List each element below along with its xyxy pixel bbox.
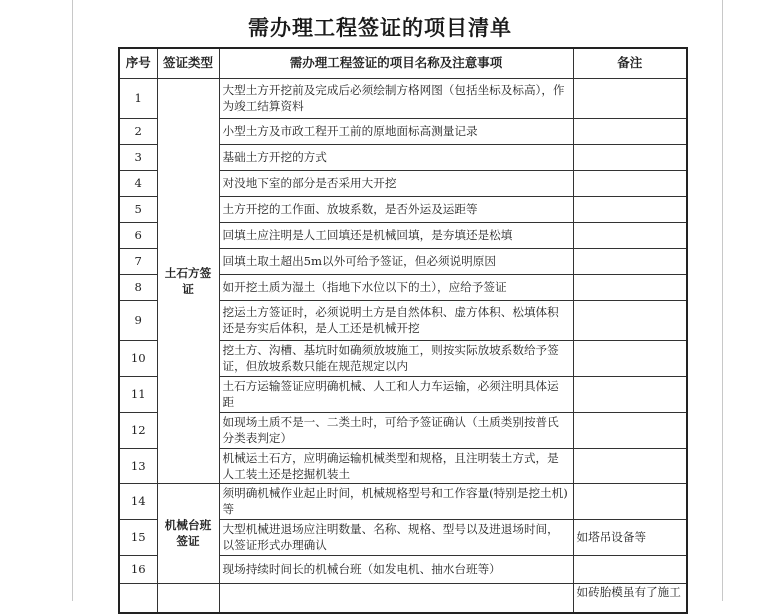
category-label-line: 证 (182, 281, 194, 296)
note-cell (573, 248, 687, 274)
note-cell (573, 196, 687, 222)
page-left-edge (72, 0, 73, 601)
item-text: 现场持续时间长的机械台班（如发电机、抽水台班等） (219, 555, 573, 583)
item-text: 机械运土石方，应明确运输机械类型和规格，且注明装土方式，是人工装土还是挖掘机装土 (219, 448, 573, 483)
visa-items-table (118, 47, 688, 614)
note-cell (573, 340, 687, 376)
row-number: 1 (119, 78, 157, 118)
note-cell (573, 483, 687, 519)
note-cell (573, 78, 687, 118)
note-cell (573, 412, 687, 448)
header-item: 需办理工程签证的项目名称及注意事项 (219, 48, 573, 78)
category-label-line: 签证 (176, 534, 200, 548)
item-text: 小型土方及市政工程开工前的原地面标高测量记录 (219, 118, 573, 144)
note-cell (573, 118, 687, 144)
note-cell (573, 555, 687, 583)
item-text: 对没地下室的部分是否采用大开挖 (219, 170, 573, 196)
row-number: 3 (119, 144, 157, 170)
item-text: 须明确机械作业起止时间，机械规格型号和工作容量(特别是挖土机)等 (219, 483, 573, 519)
category-cell-empty (157, 583, 219, 613)
row-number: 4 (119, 170, 157, 196)
table-row (119, 583, 687, 613)
row-number: 6 (119, 222, 157, 248)
item-text: 如现场土质不是一、二类土时，可给予签证确认（土质类别按普氏分类表判定） (219, 412, 573, 448)
item-text: 土石方运输签证应明确机械、人工和人力车运输，必须注明具体运距 (219, 376, 573, 412)
row-number: 15 (119, 519, 157, 555)
page-right-edge (722, 0, 723, 601)
row-number: 11 (119, 376, 157, 412)
row-number: 13 (119, 448, 157, 483)
header-type: 签证类型 (157, 48, 219, 78)
note-cell (573, 448, 687, 483)
item-text: 基础土方开挖的方式 (219, 144, 573, 170)
row-number: 2 (119, 118, 157, 144)
row-number: 16 (119, 555, 157, 583)
category-earthwork-visa (157, 78, 219, 483)
item-text: 回填土应注明是人工回填还是机械回填，是夯填还是松填 (219, 222, 573, 248)
item-text: 挖运土方签证时，必须说明土方是自然体积、虚方体积、松填体积还是夯实后体积，是人工还是机械开挖 (219, 300, 573, 340)
row-number: 7 (119, 248, 157, 274)
item-text (219, 583, 573, 613)
row-number: 8 (119, 274, 157, 300)
row-number (119, 583, 157, 613)
item-text: 土方开挖的工作面、放坡系数，是否外运及运距等 (219, 196, 573, 222)
item-text: 回填土取土超出5m以外可给予签证，但必须说明原因 (219, 248, 573, 274)
note-cell (573, 144, 687, 170)
note-cell: 如塔吊设备等 (573, 519, 687, 555)
row-number: 5 (119, 196, 157, 222)
page-title: 需办理工程签证的项目清单 (248, 15, 512, 40)
row-number: 14 (119, 483, 157, 519)
note-cell: 如砖胎模虽有了施工 (573, 583, 687, 613)
note-cell (573, 300, 687, 340)
header-note: 备注 (573, 48, 687, 78)
item-text: 如开挖土质为湿土（指地下水位以下的土），应给予签证 (219, 274, 573, 300)
row-number: 10 (119, 340, 157, 376)
table-row (119, 78, 687, 118)
table-row (119, 483, 687, 519)
row-number: 12 (119, 412, 157, 448)
note-cell (573, 274, 687, 300)
category-label-line: 机械台班 (164, 518, 212, 532)
table-header-row (119, 48, 687, 78)
note-cell (573, 170, 687, 196)
item-text: 大型机械进退场应注明数量、名称、规格、型号以及进退场时间，以签证形式办理确认 (219, 519, 573, 555)
category-machine-shift-visa (157, 483, 219, 583)
category-label-line: 土石方签 (164, 265, 212, 280)
item-text: 大型土方开挖前及完成后必须绘制方格网图（包括坐标及标高），作为竣工结算资料 (219, 78, 573, 118)
header-seq: 序号 (119, 48, 157, 78)
row-number: 9 (119, 300, 157, 340)
item-text: 挖土方、沟槽、基坑时如确须放坡施工，则按实际放坡系数给予签证，但放坡系数只能在规范规定以内 (219, 340, 573, 376)
note-cell (573, 222, 687, 248)
note-cell (573, 376, 687, 412)
